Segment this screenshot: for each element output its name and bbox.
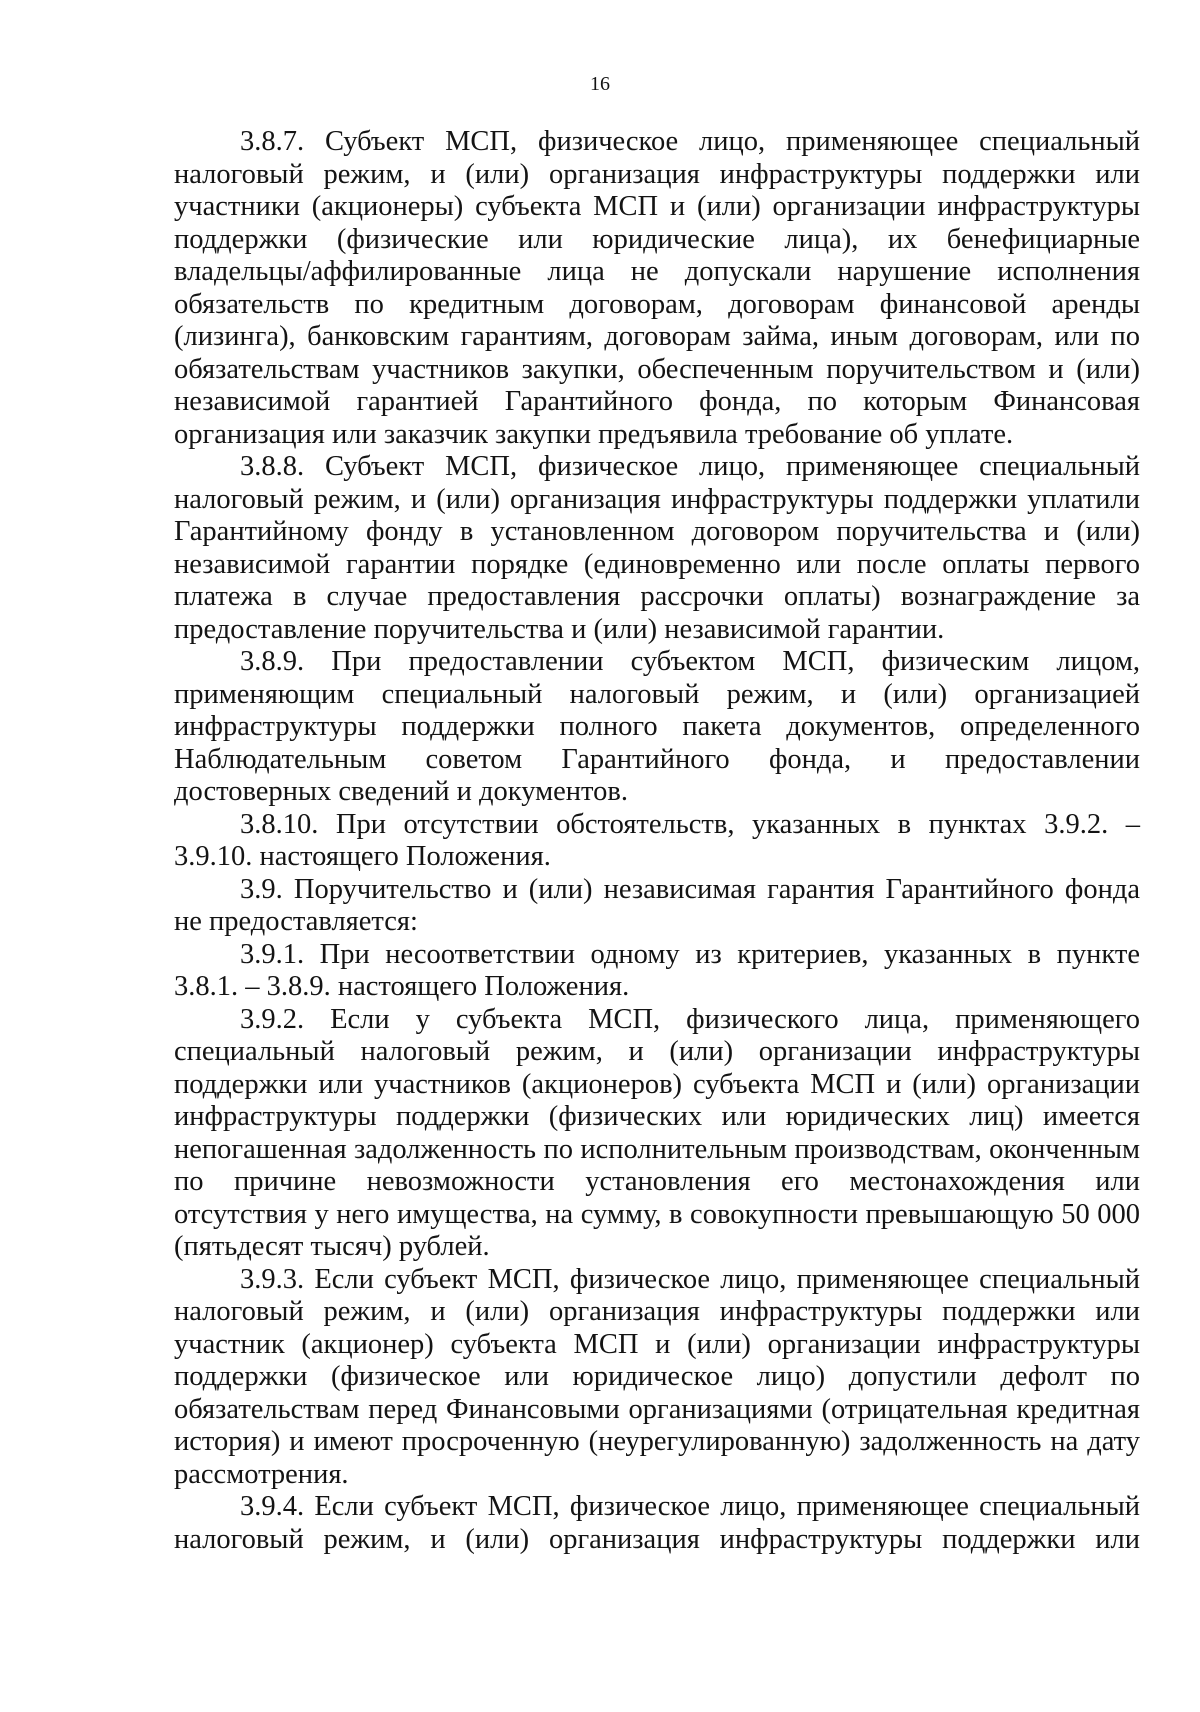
paragraph-3-9-1: 3.9.1. При несоответствии одному из критериев, указанных в пункте 3.8.1. – 3.8.9. настоящего Положения. [174,938,1140,1002]
paragraph-3-8-8: 3.8.8. Субъект МСП, физическое лицо, применяющее специальный налоговый режим, и (или) организация инфраструктуры поддержки уплатили Гарантийному фонду в установленном договором поручительства и (или) независимой гарантии порядке (единовременно или после оплаты первого платежа в случае предоставления рассрочки оплаты) вознаграждение за предоставление поручительства и (или) независимой гарантии. [174,451,1140,645]
paragraph-3-8-7: 3.8.7. Субъект МСП, физическое лицо, применяющее специальный налоговый режим, и (или) организация инфраструктуры поддержки или участники (акционеры) субъекта МСП и (или) организации инфраструктуры поддержки (физические или юридические лица), их бенефициарные владельцы/аффилированные лица не допускали нарушение исполнения обязательств по кредитным договорам, договорам финансовой аренды (лизинга), банковским гарантиям, договорам займа, иным договорам, или по обязательствам участников закупки, обеспеченным поручительством и (или) независимой гарантией Гарантийного фонда, по которым Финансовая организация или заказчик закупки предъявила требование об уплате. [174,126,1140,450]
paragraph-3-9-2: 3.9.2. Если у субъекта МСП, физического лица, применяющего специальный налоговый режим, и (или) организации инфраструктуры поддержки или участников (акционеров) субъекта МСП и (или) организации инфраструктуры поддержки (физических или юридических лиц) имеется непогашенная задолженность по исполнительным производствам, оконченным по причине невозможности установления его местонахождения или отсутствия у него имущества, на сумму, в совокупности превышающую 50 000 (пятьдесят тысяч) рублей. [174,1003,1140,1262]
paragraph-3-8-10: 3.8.10. При отсутствии обстоятельств, указанных в пунктах 3.9.2. – 3.9.10. настоящего Положения. [174,808,1140,872]
paragraph-3-9-4: 3.9.4. Если субъект МСП, физическое лицо, применяющее специальный налоговый режим, и (или) организация инфраструктуры поддержки или [174,1491,1140,1555]
paragraph-3-9-3: 3.9.3. Если субъект МСП, физическое лицо, применяющее специальный налоговый режим, и (или) организация инфраструктуры поддержки или участник (акционер) субъекта МСП и (или) организации инфраструктуры поддержки (физическое или юридическое лицо) допустили дефолт по обязательствам перед Финансовыми организациями (отрицательная кредитная история) и имеют просроченную (неурегулированную) задолженность на дату рассмотрения. [174,1263,1140,1490]
page-number: 16 [590,73,610,95]
paragraph-3-9: 3.9. Поручительство и (или) независимая гарантия Гарантийного фонда не предоставляется: [174,873,1140,937]
paragraph-3-8-9: 3.8.9. При предоставлении субъектом МСП, физическим лицом, применяющим специальный налоговый режим, и (или) организацией инфраструктуры поддержки полного пакета документов, определенного Наблюдательным советом Гарантийного фонда, и предоставлении достоверных сведений и документов. [174,646,1140,807]
document-body [174,126,1140,1556]
